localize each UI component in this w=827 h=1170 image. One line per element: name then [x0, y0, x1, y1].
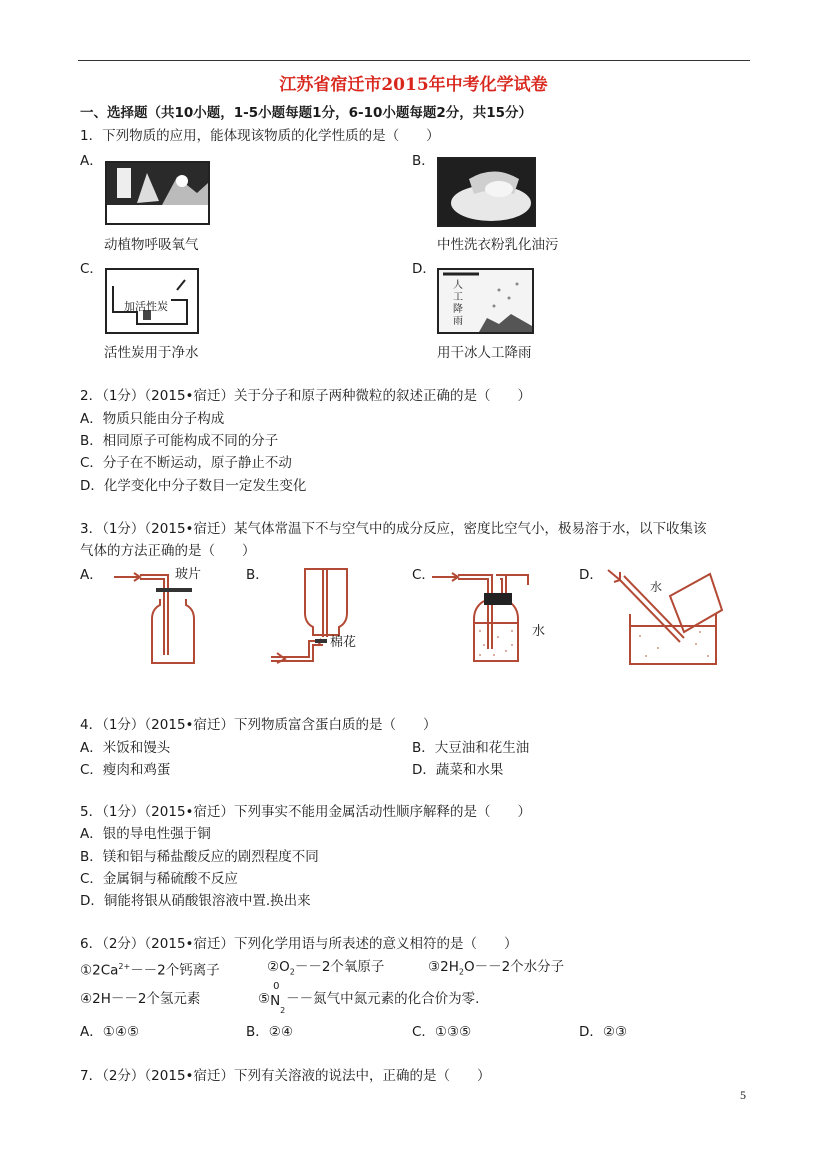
q3-option-b-letter: B．: [246, 567, 269, 583]
q2-option-c: C．分子在不断运动，原子静止不动: [80, 455, 292, 471]
q3-option-d-letter: D．: [579, 567, 603, 583]
q6-stem: 6．（2分）（2015•宿迁）下列化学用语与所表述的意义相符的是（ ）: [80, 936, 518, 952]
q2-stem: 2．（1分）（2015•宿迁）关于分子和原子两种微粒的叙述正确的是（ ）: [80, 388, 531, 404]
page-title: 江苏省宿迁市2015年中考化学试卷: [279, 75, 548, 95]
q4-option-c: C．瘦肉和鸡蛋: [80, 762, 171, 778]
q3-b-cotton-label: 棉花: [330, 635, 357, 650]
q1-image-c: [105, 268, 199, 334]
washing-hands-photo: [439, 159, 534, 225]
q1-image-c-label: 加活性炭: [124, 300, 168, 313]
q5-option-a: A．银的导电性强于铜: [80, 826, 211, 842]
q5-option-b: B．镁和铝与稀盐酸反应的剧烈程度不同: [80, 849, 319, 865]
q3-stem-line2: 气体的方法正确的是（ ）: [80, 543, 256, 559]
q6-item-5: ⑤ 0 N 2 －－氮气中氮元素的化合价为零.: [258, 990, 479, 1008]
page-number: 5: [740, 1088, 746, 1102]
q6-option-c: C．①③⑤: [412, 1024, 472, 1040]
q3-c-water-label: 水: [532, 624, 546, 639]
q1-stem: 1．下列物质的应用，能体现该物质的化学性质的是（ ）: [80, 128, 440, 144]
q1-image-d-label: 人工降雨: [453, 280, 463, 327]
q1-caption-a: 动植物呼吸氧气: [104, 237, 199, 253]
q6-item-4: ④2H－－2个氢元素: [80, 991, 201, 1007]
apparatus-b-inverted-bottle: [265, 565, 355, 670]
q2-option-b: B．相同原子可能构成不同的分子: [80, 433, 279, 449]
q4-option-b: B．大豆油和花生油: [412, 740, 530, 756]
header-rule: [78, 60, 750, 61]
q1-caption-b: 中性洗衣粉乳化油污: [437, 237, 559, 253]
q5-option-c: C．金属铜与稀硫酸不反应: [80, 871, 238, 887]
q3-option-a-letter: A．: [80, 567, 103, 583]
q3-a-glass-plate-label: 玻片: [175, 567, 202, 582]
q6-item-1: $①2Ca^{2+}--2$个钙离子: [80, 962, 220, 979]
plants-animals-photo: [107, 163, 208, 223]
q3-d-water-label: 水: [650, 580, 663, 594]
q6-valence-zero: 0: [273, 981, 280, 992]
section-heading: 一、选择题（共10小题，1-5小题每题1分，6-10小题每题2分，共15分）: [80, 105, 533, 121]
q4-stem: 4．（1分）（2015•宿迁）下列物质富含蛋白质的是（ ）: [80, 717, 437, 733]
q1-option-a-letter: A．: [80, 153, 103, 169]
q1-caption-c: 活性炭用于净水: [104, 345, 199, 361]
q1-image-b: [437, 157, 536, 227]
apparatus-d-water-trough: [600, 560, 725, 670]
q2-option-a: A．物质只能由分子构成: [80, 411, 225, 427]
q1-option-b-letter: B．: [412, 153, 435, 169]
q1-option-c-letter: C．: [80, 261, 103, 277]
q1-caption-d: 用干冰人工降雨: [437, 345, 532, 361]
q1-option-d-letter: D．: [412, 261, 436, 277]
q4-option-a: A．米饭和馒头: [80, 740, 171, 756]
q2-option-d: D．化学变化中分子数目一定发生变化: [80, 478, 307, 494]
q6-item-2: $②O_2--2$个氧原子: [267, 959, 385, 977]
q3-stem-line1: 3．（1分）（2015•宿迁）某气体常温下不与空气中的成分反应，密度比空气小，极易溶于水，以下收集该: [80, 521, 707, 537]
q4-option-d: D．蔬菜和水果: [412, 762, 504, 778]
apparatus-a-upward-bottle: [110, 565, 230, 670]
q6-option-a: A．①④⑤: [80, 1024, 140, 1040]
q6-option-d: D．②③: [579, 1024, 628, 1040]
q5-option-d: D．铜能将银从硝酸银溶液中置.换出来: [80, 893, 311, 909]
q5-stem: 5．（1分）（2015•宿迁）下列事实不能用金属活动性顺序解释的是（ ）: [80, 804, 531, 820]
q1-image-a: [105, 161, 210, 225]
q6-option-b: B．②④: [246, 1024, 293, 1040]
q1-image-d: [437, 268, 534, 334]
apparatus-c-water-bottle: [428, 565, 548, 670]
q6-item-3: $③2H_2O--2$个水分子: [428, 959, 565, 977]
q3-option-c-letter: C．: [412, 567, 435, 583]
q7-stem: 7．（2分）（2015•宿迁）下列有关溶液的说法中，正确的是（ ）: [80, 1068, 491, 1084]
